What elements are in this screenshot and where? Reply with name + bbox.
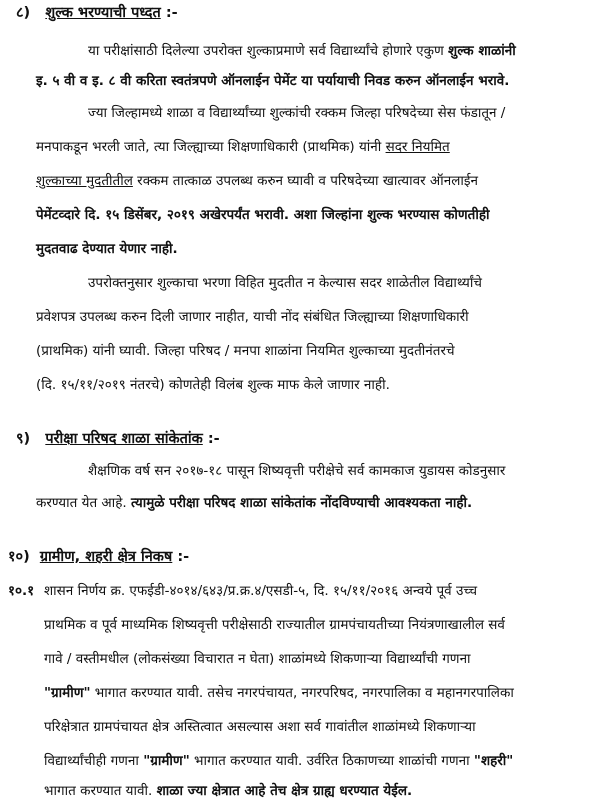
paragraph-line: या परीक्षांसाठी दिलेल्या उपरोक्त शुल्काप्रमाणे सर्व विद्यार्थ्यांचे होणारे एकुण शुल्क शाळांनी [88,43,516,59]
paragraph-line: (प्राथमिक) यांनी घ्यावी. जिल्हा परिषद / मनपा शाळांना नियमित शुल्काच्या मुदतीनंतरचे [36,343,455,359]
paragraph-line: पेमेंटव्दारे दि. १५ डिसेंबर, २०१९ अखेरपर्यंत भरावी. अशा जिल्हांना शुल्क भरण्यास कोणतीही [36,207,490,223]
paragraph-line: ज्या जिल्हामध्ये शाळा व विद्यार्थ्यांच्या शुल्कांची रक्कम जिल्हा परिषदेच्या सेस फंडातून / [88,105,506,121]
paragraph-line: (दि. १५/११/२०१९ नंतरचे) कोणतेही विलंब शुल्क माफ केले जाणार नाही. [36,377,390,393]
paragraph-line: विद्यार्थ्यांचीही गणना "ग्रामीण" भागात करण्यात यावी. उर्वरित ठिकाणच्या शाळांची गणना "शहरी" [44,753,514,769]
paragraph-line: परिक्षेत्रात ग्रामपंचायत क्षेत्र अस्तित्वात असल्यास अशा सर्व गावांतील शाळांमध्ये शिकणाऱ्या [44,719,476,735]
paragraph-line: "ग्रामीण" भागात करण्यात यावी. तसेच नगरपंचायत, नगरपरिषद, नगरपालिका व महानगरपालिका [44,685,514,701]
subsection-number: १०.१ [8,583,35,599]
paragraph-line: करण्यात येत आहे. त्यामुळे परीक्षा परिषद शाळा सांकेतांक नोंदविण्याची आवश्यकता नाही. [36,495,473,511]
paragraph-line: मुदतवाढ देण्यात येणार नाही. [36,241,178,257]
section-8-heading: ८) शुल्क भरण्याची पध्दत :- [16,5,178,21]
section-title: शुल्क भरण्याची पध्दत [45,5,161,21]
paragraph-line: उपरोक्तनुसार शुल्काचा भरणा विहित मुदतीत न केल्यास सदर शाळेतील विद्यार्थ्यांचे [88,275,482,291]
section-title: ग्रामीण, शहरी क्षेत्र निकष [39,549,173,565]
section-number: १०) [8,549,30,565]
section-title: परीक्षा परिषद शाळा सांकेतांक [45,431,203,447]
section-10-heading: १०) ग्रामीण, शहरी क्षेत्र निकष :- [8,549,190,565]
paragraph-line: शुल्काच्या मुदतीतील रक्कम तात्काळ उपलब्ध करुन घ्यावी व परिषदेच्या खात्यावर ऑनलाईन [36,173,478,189]
paragraph-line: भागात करण्यात यावी. शाळा ज्या क्षेत्रात आहे तेच क्षेत्र ग्राह्य धरण्यात येईल. [44,783,413,799]
section-number: ८) [16,5,31,21]
paragraph-line: शासन निर्णय क्र. एफईडी-४०१४/६४३/प्र.क्र.४/एसडी-५, दि. १५/११/२०१६ अन्वये पूर्व उच्च [44,583,478,599]
paragraph-line: प्राथमिक व पूर्व माध्यमिक शिष्यवृत्ती परीक्षेसाठी राज्यातील ग्रामपंचायतीच्या नियंत्रणाखालील सर्व [44,617,505,633]
section-9-heading: ९) परीक्षा परिषद शाळा सांकेतांक :- [16,431,220,447]
paragraph-line: गावे / वस्तीमधील (लोकसंख्या विचारात न घेता) शाळांमध्ये शिकणाऱ्या विद्यार्थ्यांची गणना [44,651,471,667]
paragraph-line: इ. ५ वी व इ. ८ वी करिता स्वतंत्रपणे ऑनलाईन पेमेंट या पर्यायाची निवड करुन ऑनलाईन भरावे. [36,73,510,89]
section-number: ९) [16,431,31,447]
paragraph-line: प्रवेशपत्र उपलब्ध करुन दिली जाणार नाहीत, याची नोंद संबंधित जिल्ह्याच्या शिक्षणाधिकारी [36,309,469,325]
paragraph-line: मनपाकडून भरली जाते, त्या जिल्ह्याच्या शिक्षणाधिकारी (प्राथमिक) यांनी सदर नियमित [36,139,450,155]
paragraph-line: शैक्षणिक वर्ष सन २०१७-१८ पासून शिष्यवृत्ती परीक्षेचे सर्व कामकाज युडायस कोडनुसार [88,463,506,479]
